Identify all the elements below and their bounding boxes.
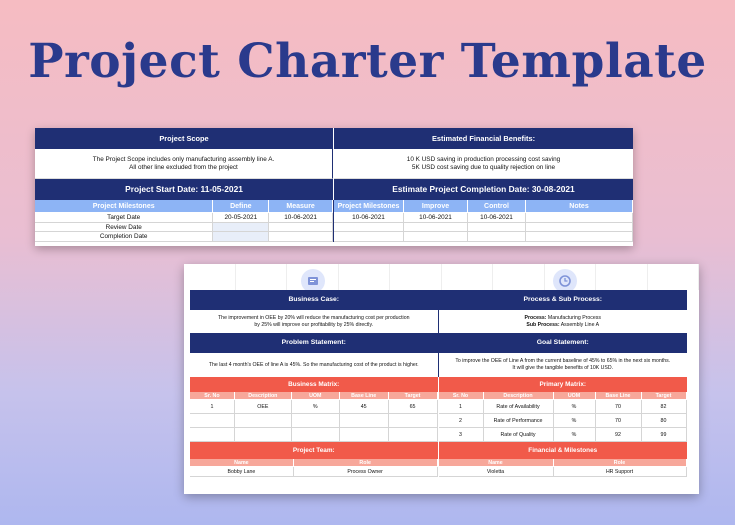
table-cell[interactable]: % [554,414,596,428]
business-case-body [190,310,438,333]
column-header: Project Milestones [334,200,404,213]
spreadsheet-header-strip [184,264,699,290]
column-header: Role [294,459,438,467]
table-cell[interactable]: Rate of Availability [484,400,554,414]
table-cell[interactable]: Review Date [35,223,213,233]
problem-text: The last 4 month's OEE of line A is 45%. So the manufacturing cost of the product is higher. [208,361,419,368]
project-team-header: Project Team: [190,442,438,459]
column-header: Name [190,459,294,467]
table-row [190,400,438,414]
column-header: UOM [554,392,596,400]
table-cell[interactable]: 82 [642,400,687,414]
process-label: Process: [524,314,547,321]
table-cell[interactable]: 99 [642,428,687,442]
column-header: Sr. No [439,392,484,400]
table-cell[interactable] [468,232,526,242]
table-row [334,232,633,242]
project-charter-sheet-2 [184,264,699,494]
table-row [439,400,688,414]
table-cell[interactable]: OEE [235,400,292,414]
goal-line: To improve the OEE of Line A from the current baseline of 45% to 65% in the next six months. [455,358,671,365]
scope-line: The Project Scope includes only manufacturing assembly line A. [92,155,275,163]
table-row [190,428,438,442]
table-row [190,414,438,428]
financial-line: 10 K USD saving in production processing cost saving [406,155,561,163]
table-cell[interactable] [292,414,340,428]
team-columns-left [190,459,438,467]
table-cell[interactable]: Violetta [439,467,554,477]
table-cell[interactable]: 1 [190,400,235,414]
column-header: UOM [292,392,340,400]
table-cell[interactable]: 92 [596,428,642,442]
table-cell[interactable]: 70 [596,414,642,428]
goal-statement-header: Goal Statement: [439,333,688,353]
column-header: Improve [404,200,468,213]
table-cell[interactable] [340,428,389,442]
column-header: Description [235,392,292,400]
business-case-line: by 25% will improve our profitability by 25% directly. [254,321,374,328]
column-header: Project Milestones [35,200,213,213]
financial-line: 5K USD cost saving due to quality rejection on line [411,163,556,171]
table-row [35,223,333,233]
table-cell[interactable] [213,223,269,233]
goal-statement-body [439,353,688,377]
table-cell[interactable] [526,232,633,242]
table-cell[interactable]: 1 [439,400,484,414]
table-cell[interactable] [190,414,235,428]
table-cell[interactable]: 10-06-2021 [468,213,526,223]
column-header: Role [554,459,687,467]
table-row [35,232,333,242]
table-cell[interactable] [334,232,404,242]
project-scope-header: Project Scope [35,128,333,149]
table-row [334,213,633,223]
table-cell[interactable]: HR Support [554,467,687,477]
primary-matrix-columns [439,392,688,400]
table-cell[interactable] [404,223,468,233]
financial-benefits-header: Estimated Financial Benefits: [334,128,633,149]
table-cell[interactable] [389,428,438,442]
table-cell[interactable] [269,232,333,242]
table-cell[interactable]: Completion Date [35,232,213,242]
business-matrix-columns [190,392,438,400]
table-cell[interactable]: Rate of Quality [484,428,554,442]
table-cell[interactable]: 10-06-2021 [404,213,468,223]
column-header: Measure [269,200,333,213]
column-header: Control [468,200,526,213]
column-header: Base Line [596,392,642,400]
table-row [439,414,688,428]
milestone-table-header-left [35,200,333,213]
column-header: Description [484,392,554,400]
financial-milestones-header: Financial & Milestones [439,442,688,459]
goal-line: It will give the tangible benefits of 10K USD. [512,365,614,371]
team-columns-right [439,459,688,467]
column-header: Define [213,200,269,213]
page-title: Project Charter Template [28,34,707,89]
table-cell[interactable]: % [554,400,596,414]
table-cell[interactable]: Bobby Lane [190,467,294,477]
table-cell[interactable] [190,428,235,442]
column-header: Base Line [340,392,389,400]
table-cell[interactable] [389,414,438,428]
table-cell[interactable]: 3 [439,428,484,442]
table-cell[interactable] [334,223,404,233]
table-cell[interactable] [235,428,292,442]
problem-statement-header: Problem Statement: [190,333,438,353]
scope-line: All other line excluded from the project [129,163,238,171]
table-row [334,223,633,233]
table-cell[interactable]: 65 [389,400,438,414]
project-charter-sheet-1 [35,128,633,246]
table-cell[interactable]: % [554,428,596,442]
business-case-header: Business Case: [190,290,438,310]
table-row [439,428,688,442]
primary-matrix-header: Primary Matrix: [439,377,688,392]
project-scope-body [35,149,333,179]
table-row [35,213,333,223]
table-cell[interactable]: 80 [642,414,687,428]
column-header: Target [642,392,687,400]
table-cell[interactable] [468,223,526,233]
process-header: Process & Sub Process: [439,290,688,310]
table-cell[interactable]: 70 [596,400,642,414]
column-header: Name [439,459,554,467]
table-cell[interactable] [292,428,340,442]
subprocess-label: Sub Process: [526,321,560,328]
table-cell[interactable] [526,223,633,233]
table-cell[interactable] [404,232,468,242]
table-cell[interactable]: 45 [340,400,389,414]
column-header: Target [389,392,438,400]
problem-statement-body [190,353,438,377]
subprocess-value: Assembly Line A [560,321,600,328]
table-cell[interactable] [526,213,633,223]
table-cell[interactable] [235,414,292,428]
table-cell[interactable]: 10-06-2021 [334,213,404,223]
table-cell[interactable] [213,232,269,242]
process-body [439,310,688,333]
project-start-date: Project Start Date: 11-05-2021 [35,179,333,200]
table-cell[interactable] [340,414,389,428]
business-matrix-header: Business Matrix: [190,377,438,392]
table-cell[interactable]: 2 [439,414,484,428]
project-completion-date: Estimate Project Completion Date: 30-08-2021 [334,179,633,200]
column-header: Notes [526,200,633,213]
table-cell[interactable]: Target Date [35,213,213,223]
table-cell[interactable]: Process Owner [294,467,438,477]
table-row [439,467,688,477]
table-cell[interactable]: Rate of Performance [484,414,554,428]
table-cell[interactable]: % [292,400,340,414]
table-cell[interactable] [269,223,333,233]
table-row [190,467,438,477]
financial-benefits-body [334,149,633,179]
table-cell[interactable]: 20-05-2021 [213,213,269,223]
business-case-line: The improvement in OEE by 20% will reduce the manufacturing cost per production [218,314,410,321]
milestone-table-header-right [334,200,633,213]
column-header: Sr. No [190,392,235,400]
table-cell[interactable]: 10-06-2021 [269,213,333,223]
process-value: Manufacturing Process [547,314,601,321]
